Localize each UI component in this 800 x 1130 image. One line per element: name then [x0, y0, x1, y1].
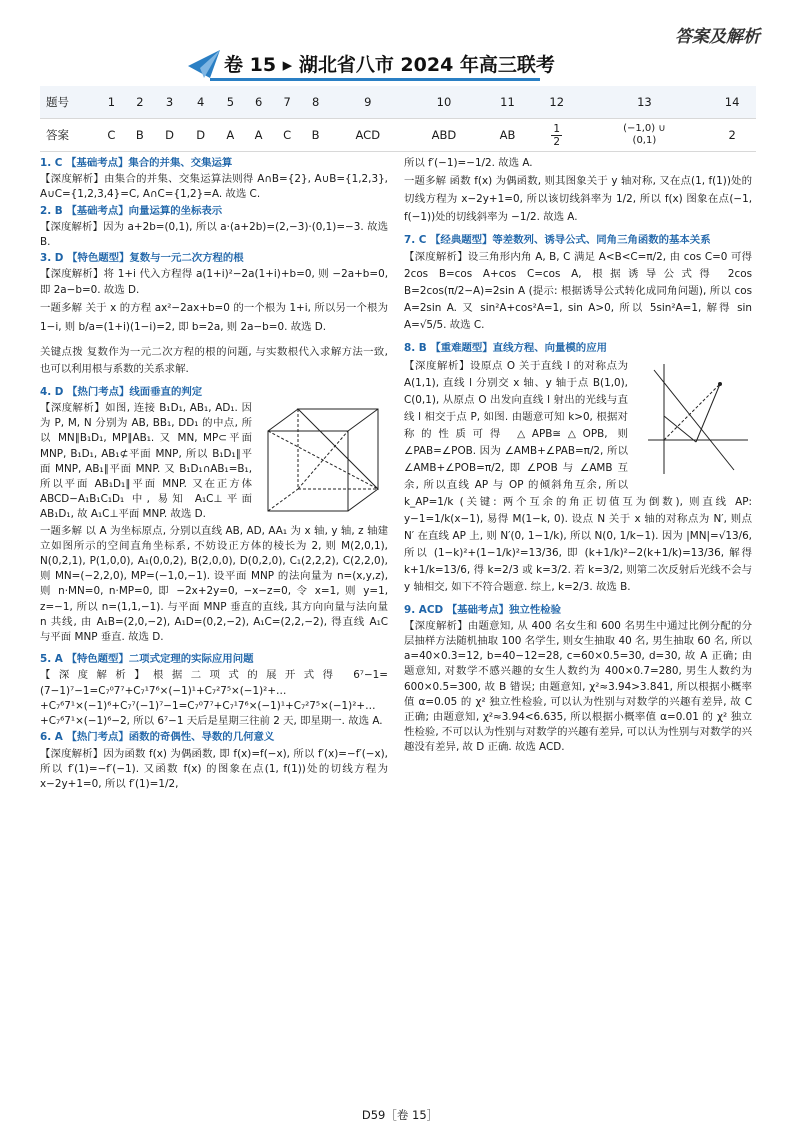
- q-number: 4: [185, 86, 216, 119]
- q5-body: 【深度解析】根据二项式的展开式得 6⁷−1=(7−1)⁷−1=C₇⁰7⁷+C₇¹7⁶×(−1)¹+C₇²7⁵×(−1)²+…+C₇⁶7¹×(−1)⁶+C₇⁷(−1)⁷−1=C₇⁰7⁷+C₇¹7⁶×(−1)¹+C₇²7⁵×(−1)²+…+C₇⁶7¹×(−1)⁶−2, 所以 6⁷−1 天后是星期三往前 2 天, 即星期一. 故选 A.: [40, 669, 388, 728]
- q6-note: 一题多解 函数 f(x) 为偶函数, 则其图象关于 y 轴对称, 又在点(1, f(1))处的切线方程为 x−2y+1=0, 所以该切线斜率为 1/2, 所以 f(x) 图象在点(−1, f(−1))处的切线斜率为 −1/2. 故选 A.: [404, 175, 752, 224]
- q3-head: 3. D 【特色题型】复数与一元二次方程的根: [40, 252, 244, 265]
- q6-head: 6. A 【热门考点】函数的奇偶性、导数的几何意义: [40, 731, 275, 744]
- q-label: 题号: [40, 86, 97, 119]
- title-banner: [186, 48, 566, 82]
- header-label: 答案及解析: [675, 27, 760, 47]
- answer-table: [40, 86, 756, 152]
- right-column: [404, 156, 752, 757]
- q-number: 10: [406, 86, 482, 119]
- answer-cell: C: [273, 119, 302, 152]
- q1-body: 【深度解析】由集合的并集、交集运算法则得 A∩B={2}, A∪B={1,2,3}, A∪C={1,2,3,4}=C, A∩C={1,2}=A. 故选 C.: [40, 173, 388, 201]
- left-column: [40, 156, 388, 793]
- answer-cell: C: [97, 119, 126, 152]
- q-number: 1: [97, 86, 126, 119]
- q6-body: 【深度解析】因为函数 f(x) 为偶函数, 即 f(x)=f(−x), 所以 f′(x)=−f′(−x), 所以 f′(1)=−f′(−1). 又函数 f(x) 的图象在点(1, f(1))处的切线方程为 x−2y+1=0, 所以 f′(1)=1/2,: [40, 747, 388, 790]
- q-number: 13: [581, 86, 709, 119]
- q2-head: 2. B 【基础考点】向量运算的坐标表示: [40, 204, 223, 217]
- page-footer: D59［卷 15］: [361, 1108, 439, 1122]
- q9-head: 9. ACD 【基础考点】独立性检验: [404, 603, 561, 616]
- q-number: 7: [273, 86, 302, 119]
- answer-cell: ACD: [330, 119, 406, 152]
- q5-head: 5. A 【特色题型】二项式定理的实际应用问题: [40, 653, 254, 666]
- q-number: 12: [533, 86, 581, 119]
- answer-cell: B: [301, 119, 329, 152]
- q2-body: 【深度解析】因为 a+2b=(0,1), 所以 a·(a+2b)=(2,−3)·(0,1)=−3. 故选 B.: [40, 220, 388, 249]
- q-number: 6: [244, 86, 272, 119]
- fraction: $\frac{1}{2}$: [553, 122, 561, 148]
- q7-body: 【深度解析】设三角形内角 A, B, C 满足 A<B<C=π/2, 由 cos C=0 可得 2cos B=cos A+cos C=cos A, 根据诱导公式得 2cos B=2cos(π/2−A)=2sin A (提示: 根据诱导公式转化成同角问题), 所以 cos A=2sin A. 又 sin²A+cos²A=1, sin A>0, 所以 5sin²A=1, 解得 sin A=√5/5. 故选 C.: [404, 251, 752, 332]
- answer-cell: A: [216, 119, 244, 152]
- q-number: 2: [126, 86, 154, 119]
- answer-table-answer-row: [40, 119, 756, 152]
- q4-body: 【深度解析】如图, 连接 B₁D₁, AB₁, AD₁. 因为 P, M, N 分别为 AB, BB₁, DD₁ 的中点, 所以 MN∥B₁D₁, MP∥AB₁. 又 MN, MP⊂平面 MNP, B₁D₁, AB₁⊄平面 MNP, 所以 B₁D₁∥平面 MNP, AB₁∥平面 MNP. 又 B₁D₁∩AB₁=B₁, 所以平面 AB₁D₁∥平面 MNP. 又在正方体 ABCD−A₁B₁C₁D₁ 中, 易知 A₁C⊥平面 AB₁D₁, 故 A₁C⊥平面 MNP. 故选 D.: [40, 402, 252, 521]
- reflection-figure: [634, 360, 752, 478]
- q1-head: 1. C 【基础考点】集合的并集、交集运算: [40, 157, 233, 169]
- q6-cont: 所以 f′(−1)=−1/2. 故选 A.: [404, 157, 533, 169]
- answer-cell: ABD: [406, 119, 482, 152]
- cube-figure: [258, 401, 388, 521]
- q3-note: 一题多解 关于 x 的方程 ax²−2ax+b=0 的一个根为 1+i, 所以另一个根为 1−i, 则 b/a=(1+i)(1−i)=2, 即 b=2a, 则 2a−b=0. 故选 D.: [40, 301, 388, 333]
- q8-body: 【深度解析】设原点 O 关于直线 l 的对称点为 A(1,1), 直线 l 分别交 x 轴、y 轴于点 B(1,0), C(0,1), 从原点 O 出发向直线 l 射出的光线与直线 l 相交于点 P, 如图. 由题意可知 k>0, 根据对称的性质可得 △APB≅△OPB, 则 ∠PAB=∠POB. 因为 ∠AMB+∠PAB=π/2, 所以 ∠AMB+∠POB=π/2, 即 ∠POB 与 ∠AMB 互余, 所以直线 AP 与 OP 的倾斜角互余, 所以 k_AP=1/k (关键: 两个互余的角正切值互为倒数), 则直线 AP: y−1=1/k(x−1), 易得 M(1−k, 0). 设点 N 关于 x 轴的对称点为 N′, 则点 N′ 在直线 AP 上, 则 N′(0, 1−1/k), 所以 N(0, 1/k−1). 因为 |MN|=√13/6, 所以 (1−k)²+(1−1/k)²=13/36, 即 (k+1/k)²−2(k+1/k)=13/36, 解得 k+1/k=13/6, 得 k=2/3 或 k=3/2. 若 k=3/2, 则第二次反射后光线不会与 y 轴相交, 如下不符合题意. 综上, k=2/3. 故选 B.: [404, 359, 752, 593]
- answer-cell: D: [185, 119, 216, 152]
- q3-key: 关键点拨 复数作为一元二次方程的根的问题, 与实数根代入求解方法一致, 也可以利用根与系数的关系求解.: [40, 345, 388, 375]
- q9-body: 【深度解析】由题意知, 从 400 名女生和 600 名男生中通过比例分配的分层抽样方法随机抽取 100 名学生, 则女生抽取 40 名, 男生抽取 60 名, 所以 a=40×0.3=12, b=40−12=28, c=60×0.5=30, d=30, 故 A 正确; 由题意知, 对数学不感兴趣的女生人数约为 400×0.7=280, 男生人数约为 600×0.5=300, 故 B 错误; 由题意知, χ²≈3.94>3.841, 所以根据小概率值 α=0.05 的 χ² 独立性检验, 可以认为性别与对数学的兴趣有差异, 故 C 正确; 由题意知, χ²≈3.94<6.635, 所以根据小概率值 α=0.01 的 χ² 独立性检验, 不可以认为性别与对数学的兴趣有差异, 可以认为性别与对数学的兴趣没有差异, 故 D 正确. 故选 ACD.: [404, 619, 752, 754]
- q-number: 14: [708, 86, 756, 119]
- q4-note: 一题多解 以 A 为坐标原点, 分别以直线 AB, AD, AA₁ 为 x 轴, y 轴, z 轴建立如图所示的空间直角坐标系, 不妨设正方体的棱长为 2, 则 M(2,0,1), N(0,2,1), P(1,0,0), A₁(0,0,2), B(2,0,0), D(0,2,0), C₁(2,2,2), C(2,2,0), 则 MN=(−2,2,0), MP=(−1,0,−1). 设平面 MNP 的法向量为 n=(x,y,z), 则 n·MN=0, n·MP=0, 即 −2x+2y=0, −x−z=0, 令 x=1, 则 y=1, z=−1, 所以 n=(1,1,−1). 与平面 MNP 垂直的直线, 其方向向量与法向量 n 共线, 由 A₁B=(2,0,−2), A₁D=(0,2,−2), A₁C=(2,2,−2), 得直线 A₁C 与平面 MNP 垂直. 故选 D.: [40, 524, 388, 644]
- q4-head: 4. D 【热门考点】线面垂直的判定: [40, 385, 203, 398]
- answer-table-number-row: [40, 86, 756, 119]
- answer-cell: A: [244, 119, 272, 152]
- page-title: 卷 15 ▸ 湖北省八市 2024 年高三联考: [224, 54, 555, 76]
- answer-cell: D: [154, 119, 185, 152]
- answer-cell-12: [533, 119, 581, 152]
- answer-cell: B: [126, 119, 154, 152]
- q3-body: 【深度解析】将 1+i 代入方程得 a(1+i)²−2a(1+i)+b=0, 则 −2a+b=0, 即 2a−b=0. 故选 D.: [40, 268, 388, 296]
- q7-head: 7. C 【经典题型】等差数列、诱导公式、同角三角函数的基本关系: [404, 234, 711, 247]
- answer-cell: 2: [708, 119, 756, 152]
- q8-head: 8. B 【重难题型】直线方程、向量模的应用: [404, 342, 607, 355]
- q-number: 3: [154, 86, 185, 119]
- q-number: 5: [216, 86, 244, 119]
- answer-cell: AB: [482, 119, 533, 152]
- q-number: 11: [482, 86, 533, 119]
- a-label: 答案: [40, 119, 97, 152]
- q-number: 9: [330, 86, 406, 119]
- answer-cell-13: (−1,0) ∪ (0,1): [581, 119, 709, 152]
- q-number: 8: [301, 86, 329, 119]
